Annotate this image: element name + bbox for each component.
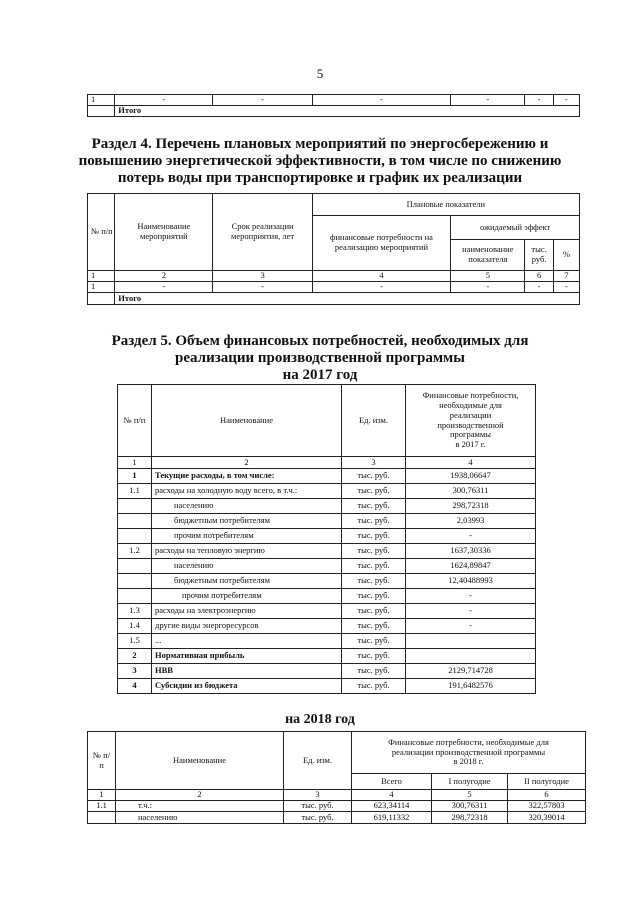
table-cell-value: - xyxy=(406,589,536,604)
table-cell-unit: тыс. руб. xyxy=(342,604,406,619)
table-row xyxy=(118,469,536,484)
table-cell-value: 191,6482576 xyxy=(406,679,536,694)
table-cell-value xyxy=(406,634,536,649)
table-cell-value: 1624,89847 xyxy=(406,559,536,574)
table-row xyxy=(88,812,586,824)
table-cell: 619,11332 xyxy=(352,812,432,824)
table-cell: 1 xyxy=(88,282,115,293)
header-needs xyxy=(352,732,586,774)
column-number-row xyxy=(88,271,580,282)
table-row xyxy=(118,499,536,514)
table-cell-name: ... xyxy=(152,634,342,649)
table-cell xyxy=(88,293,115,305)
table-row xyxy=(118,619,536,634)
col-number: 6 xyxy=(508,790,586,801)
page-number: 5 xyxy=(316,66,324,81)
table-cell-num: 3 xyxy=(118,664,152,679)
table-cell: 298,72318 xyxy=(432,812,508,824)
table-cell: - xyxy=(525,282,553,293)
column-number-row xyxy=(118,457,536,469)
table-cell-num xyxy=(118,514,152,529)
header-indicator: наименование показателя xyxy=(451,240,525,271)
table-row xyxy=(118,604,536,619)
section-5-title-line: Раздел 5. Объем финансовых потребностей, необходимых для xyxy=(111,333,529,349)
col-number: 2 xyxy=(152,457,342,469)
table-cell-name: расходы на электроэнергию xyxy=(152,604,342,619)
table-cell: 322,57803 xyxy=(508,801,586,812)
header-needs-line: в 2018 г. xyxy=(453,756,484,767)
header-unit: Ед. изм. xyxy=(284,732,352,790)
header-percent: % xyxy=(553,240,579,271)
header-name: Наименование xyxy=(152,385,342,457)
table-cell: - xyxy=(451,282,525,293)
section-5-title xyxy=(0,333,640,384)
total-label: Итого xyxy=(115,106,580,117)
table-cell-name: населению xyxy=(152,559,342,574)
table-row xyxy=(88,801,586,812)
table-row xyxy=(118,544,536,559)
header-half-2: II полугодие xyxy=(508,774,586,790)
table-cell: - xyxy=(213,282,312,293)
column-number-row xyxy=(88,790,586,801)
table-cell-num: 4 xyxy=(118,679,152,694)
table-cell-num: 1.4 xyxy=(118,619,152,634)
table-cell-num xyxy=(118,529,152,544)
financial-needs-rows xyxy=(118,469,536,694)
table-cell: т.ч.: xyxy=(116,801,284,812)
table-cell-unit: тыс. руб. xyxy=(342,574,406,589)
table-cell-value: - xyxy=(406,619,536,634)
table-cell: - xyxy=(312,282,451,293)
table-cell-name: другие виды энергоресурсов xyxy=(152,619,342,634)
table-cell-num: 1.1 xyxy=(118,484,152,499)
col-number: 3 xyxy=(213,271,312,282)
header-needs-line: Финансовые потребности, xyxy=(422,390,519,401)
table-cell: 1 xyxy=(88,95,115,106)
table-cell-num xyxy=(118,589,152,604)
col-number: 5 xyxy=(432,790,508,801)
table-cell: 623,34114 xyxy=(352,801,432,812)
col-number: 2 xyxy=(116,790,284,801)
header-needs xyxy=(406,385,536,457)
table-cell-num: 1.5 xyxy=(118,634,152,649)
table-cell-name: прочим потребителям xyxy=(152,529,342,544)
section-4-title-line: потерь воды при транспортировке и график их реализации xyxy=(117,170,523,186)
table-cell-name: НВВ xyxy=(152,664,342,679)
table-cell: - xyxy=(553,282,579,293)
table-cell-unit: тыс. руб. xyxy=(342,679,406,694)
table-cell: - xyxy=(312,95,451,106)
table-cell-value: 1637,30336 xyxy=(406,544,536,559)
col-number: 4 xyxy=(312,271,451,282)
header-needs-line: реализации xyxy=(449,409,492,420)
col-number: 3 xyxy=(342,457,406,469)
table-cell-num xyxy=(118,574,152,589)
table-cell-name: Нормативная прибыль xyxy=(152,649,342,664)
col-number: 3 xyxy=(284,790,352,801)
table-row xyxy=(118,679,536,694)
table-cell: 300,76311 xyxy=(432,801,508,812)
table-cell-num xyxy=(118,559,152,574)
table-cell-unit: тыс. руб. xyxy=(342,544,406,559)
table-cell-unit: тыс. руб. xyxy=(342,619,406,634)
total-label: Итого xyxy=(115,293,580,305)
table-row xyxy=(88,282,580,293)
header-total: Всего xyxy=(352,774,432,790)
table-cell-num: 1.3 xyxy=(118,604,152,619)
table-cell: - xyxy=(115,95,213,106)
header-financial: финансовые потребности на реализацию мероприятий xyxy=(312,216,451,271)
table-row xyxy=(88,732,586,774)
table-cell-num: 1.2 xyxy=(118,544,152,559)
col-number: 4 xyxy=(352,790,432,801)
table-cell: тыс. руб. xyxy=(284,801,352,812)
table-cell-name: населению xyxy=(152,499,342,514)
table-row xyxy=(118,589,536,604)
header-half-1: I полугодие xyxy=(432,774,508,790)
table-cell-value: 12,40488993 xyxy=(406,574,536,589)
section-4-title xyxy=(0,136,640,187)
section-4-title-line: повышению энергетической эффективности, в том числе по снижению xyxy=(78,153,562,169)
table-cell-value: 2,03993 xyxy=(406,514,536,529)
section-4-table xyxy=(87,193,580,305)
col-number: 1 xyxy=(88,790,116,801)
col-number: 2 xyxy=(115,271,213,282)
table-row xyxy=(88,293,580,305)
table-row xyxy=(88,95,580,106)
header-needs-line: программы xyxy=(449,429,492,440)
year-2018-title: на 2018 год xyxy=(285,712,355,727)
previous-section-table xyxy=(87,94,580,117)
table-cell-unit: тыс. руб. xyxy=(342,589,406,604)
table-cell-unit: тыс. руб. xyxy=(342,649,406,664)
header-name: Наименование xyxy=(116,732,284,790)
table-row xyxy=(118,559,536,574)
table-cell-name: бюджетным потребителям xyxy=(152,514,342,529)
header-needs-line: производственной xyxy=(437,419,504,430)
table-cell-unit: тыс. руб. xyxy=(342,664,406,679)
header-planned: Плановые показатели xyxy=(312,194,579,216)
col-number: 7 xyxy=(553,271,579,282)
table-cell: - xyxy=(213,95,312,106)
table-cell-num: 1 xyxy=(118,469,152,484)
table-cell-value: 300,76311 xyxy=(406,484,536,499)
section-5-title-line: реализации производственной программы xyxy=(175,350,465,366)
table-row xyxy=(118,634,536,649)
table-cell-name: Текущие расходы, в том числе: xyxy=(152,469,342,484)
header-expected: ожидаемый эффект xyxy=(451,216,580,240)
header-num: № п/п xyxy=(88,732,116,790)
table-cell-unit: тыс. руб. xyxy=(342,634,406,649)
table-cell-name: бюджетным потребителям xyxy=(152,574,342,589)
table-cell-name: расходы на тепловую энергию xyxy=(152,544,342,559)
header-unit: Ед. изм. xyxy=(342,385,406,457)
col-number: 5 xyxy=(451,271,525,282)
col-number: 1 xyxy=(118,457,152,469)
table-cell-num: 2 xyxy=(118,649,152,664)
table-cell: населению xyxy=(116,812,284,824)
header-rub: тыс. руб. xyxy=(525,240,553,271)
table-cell-name: Субсидии из бюджета xyxy=(152,679,342,694)
table-row xyxy=(88,194,580,216)
col-number: 4 xyxy=(406,457,536,469)
table-cell-unit: тыс. руб. xyxy=(342,529,406,544)
table-cell-value: - xyxy=(406,529,536,544)
header-needs-line: Финансовые потребности, необходимые для xyxy=(388,736,549,747)
table-cell: тыс. руб. xyxy=(284,812,352,824)
table-cell: 1.1 xyxy=(88,801,116,812)
financial-needs-2017-table xyxy=(117,384,536,694)
header-num: № п/п xyxy=(118,385,152,457)
table-row xyxy=(118,529,536,544)
table-cell-value: - xyxy=(406,604,536,619)
table-row xyxy=(118,664,536,679)
table-cell: - xyxy=(553,95,579,106)
table-cell: - xyxy=(115,282,213,293)
table-row xyxy=(118,514,536,529)
financial-needs-2018-table xyxy=(87,731,586,824)
table-cell-value: 2129,714728 xyxy=(406,664,536,679)
header-name: Наименование мероприятий xyxy=(115,194,213,271)
table-cell-name: расходы на холодную воду всего, в т.ч.: xyxy=(152,484,342,499)
table-cell xyxy=(88,106,115,117)
header-num: № п/п xyxy=(88,194,115,271)
table-cell-unit: тыс. руб. xyxy=(342,499,406,514)
table-row xyxy=(118,649,536,664)
table-cell-value xyxy=(406,649,536,664)
col-number: 1 xyxy=(88,271,115,282)
table-row xyxy=(118,574,536,589)
table-cell-unit: тыс. руб. xyxy=(342,559,406,574)
table-cell: 320,39014 xyxy=(508,812,586,824)
table-cell-num xyxy=(118,499,152,514)
table-row xyxy=(118,385,536,457)
table-cell-unit: тыс. руб. xyxy=(342,484,406,499)
section-5-title-line: на 2017 год xyxy=(282,367,358,383)
table-cell: - xyxy=(451,95,525,106)
col-number: 6 xyxy=(525,271,553,282)
table-cell-unit: тыс. руб. xyxy=(342,514,406,529)
table-row xyxy=(118,484,536,499)
header-period: Срок реализации мероприятия, лет xyxy=(213,194,312,271)
table-row xyxy=(88,106,580,117)
table-cell xyxy=(88,812,116,824)
table-cell-value: 1938,06647 xyxy=(406,469,536,484)
table-cell-name: прочим потребителям xyxy=(152,589,342,604)
header-needs-line: необходимые для xyxy=(439,399,502,410)
table-cell-value: 298,72318 xyxy=(406,499,536,514)
table-cell-unit: тыс. руб. xyxy=(342,469,406,484)
table-cell: - xyxy=(525,95,553,106)
header-needs-line: в 2017 г. xyxy=(455,439,486,450)
section-4-title-line: Раздел 4. Перечень плановых мероприятий по энергосбережению и xyxy=(91,136,549,152)
header-needs-line: реализации производственной программы xyxy=(391,746,546,757)
